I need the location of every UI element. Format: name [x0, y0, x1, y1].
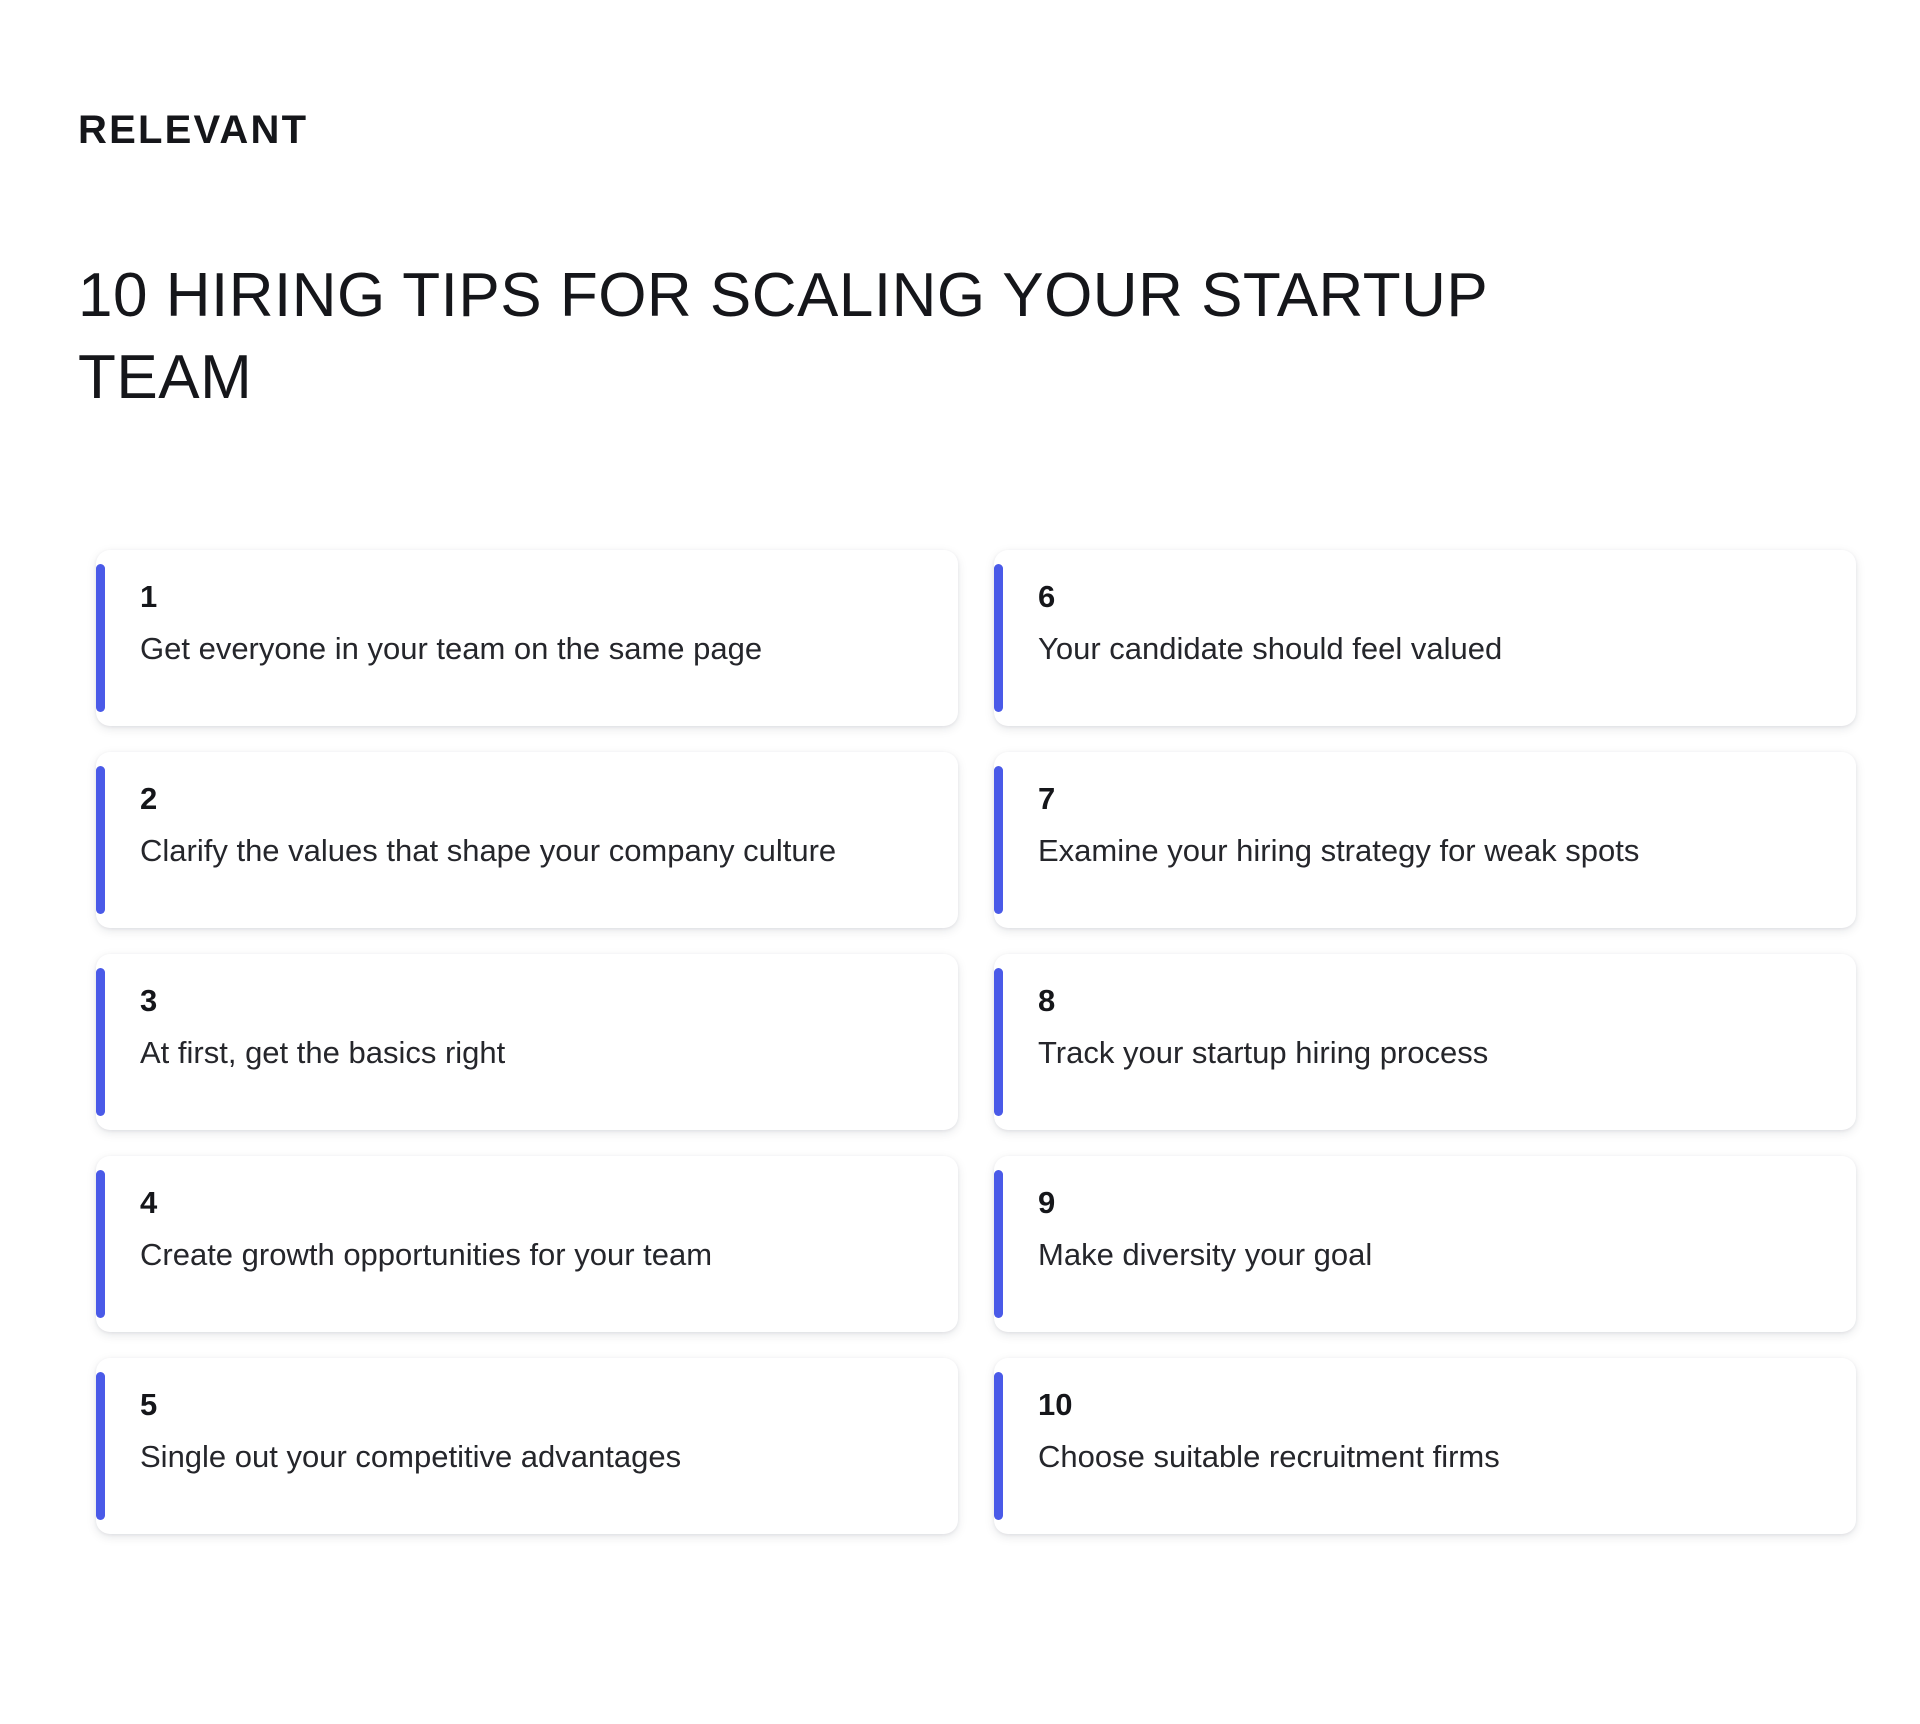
tip-card [96, 1358, 958, 1534]
tip-card [994, 954, 1856, 1130]
tip-text: Your candidate should feel valued [1038, 631, 1503, 667]
tip-text: Track your startup hiring process [1038, 1035, 1489, 1071]
tip-number: 4 [140, 1185, 158, 1220]
tip-card [96, 954, 958, 1130]
tip-text: Get everyone in your team on the same page [140, 631, 763, 667]
tip-number: 6 [1038, 579, 1056, 614]
tip-text: Create growth opportunities for your team [140, 1237, 713, 1273]
page-title: 10 HIRING TIPS FOR SCALING YOUR STARTUP TEAM [78, 261, 1488, 412]
tip-text: Choose suitable recruitment firms [1038, 1439, 1500, 1475]
tip-card [994, 1358, 1856, 1534]
tip-number: 9 [1038, 1185, 1056, 1220]
tip-number: 3 [140, 983, 158, 1018]
tip-card [96, 550, 958, 726]
tip-number: 1 [140, 579, 158, 614]
tip-card [96, 1156, 958, 1332]
tip-number: 7 [1038, 781, 1056, 816]
tips-grid [96, 550, 1856, 1534]
tip-number: 5 [140, 1387, 158, 1422]
tip-number: 2 [140, 781, 158, 816]
tip-card [994, 752, 1856, 928]
tip-number: 10 [1038, 1387, 1073, 1422]
tip-text: Examine your hiring strategy for weak spots [1038, 833, 1640, 869]
brand-logo: RELEVANT [78, 108, 309, 152]
tip-number: 8 [1038, 983, 1056, 1018]
tip-card [96, 752, 958, 928]
tip-text: Make diversity your goal [1038, 1237, 1373, 1273]
tip-text: Single out your competitive advantages [140, 1439, 682, 1475]
tip-card [994, 1156, 1856, 1332]
tip-text: Clarify the values that shape your company culture [140, 833, 837, 869]
tip-card [994, 550, 1856, 726]
tip-text: At first, get the basics right [140, 1035, 506, 1071]
